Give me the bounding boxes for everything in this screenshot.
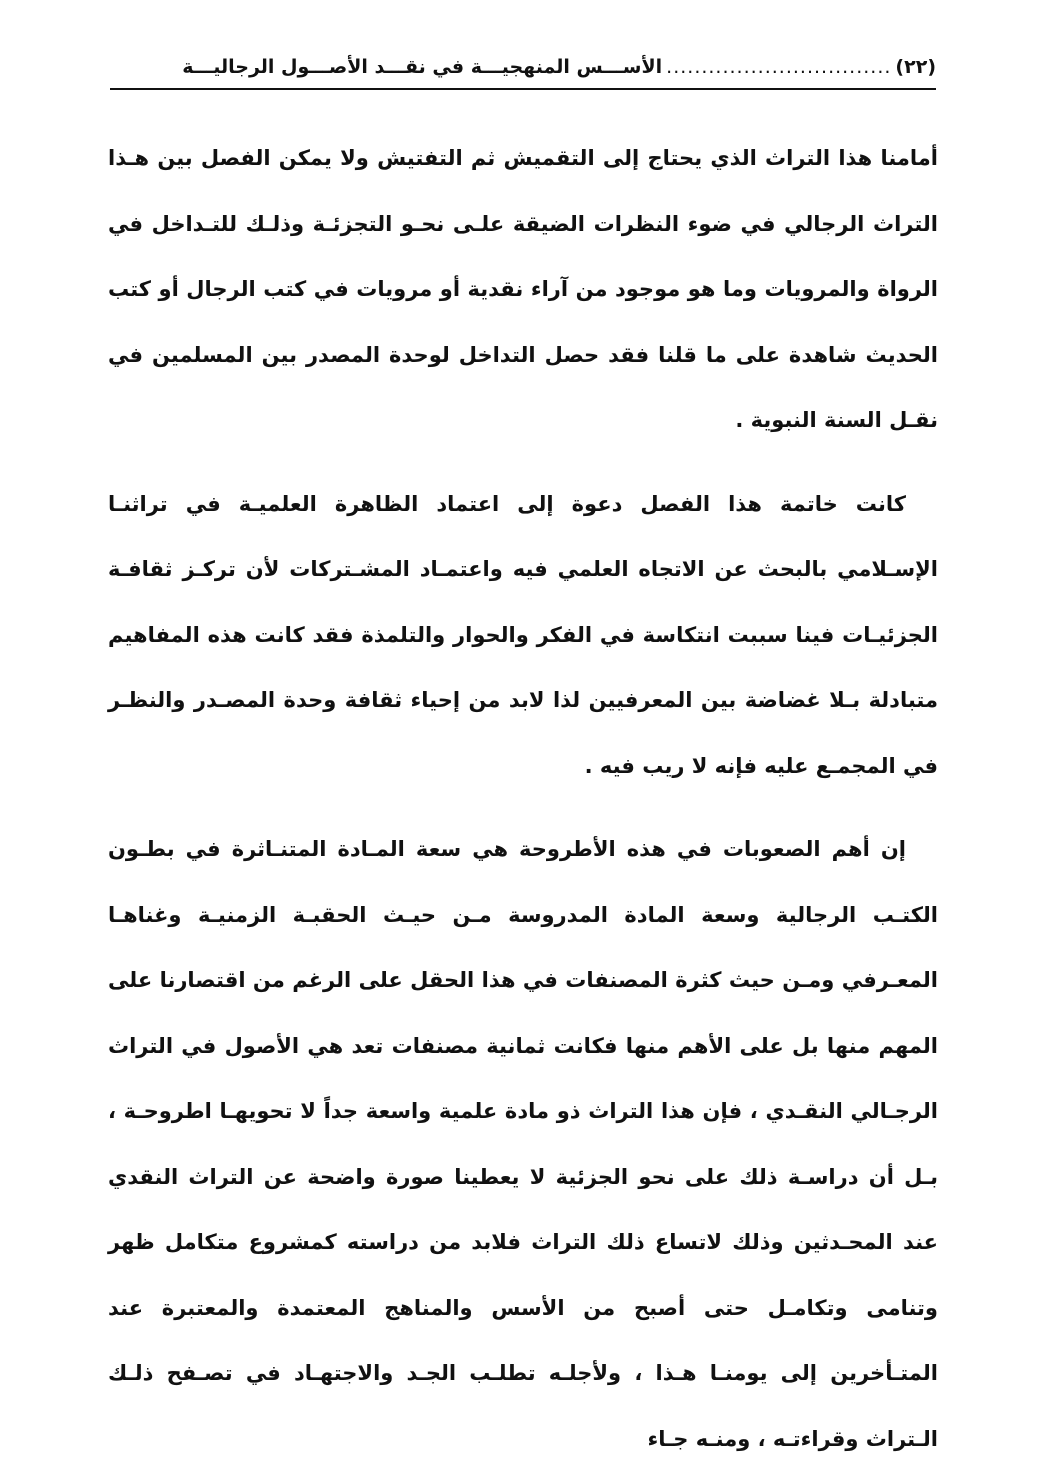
page-number: (٢٢) [895,56,936,78]
paragraph-1: أمامنا هذا التراث الذي يحتاج إلى التقميش ثم التفتيش ولا يمكن الفصل بين هـذا التراث الرجالي في ضوء النظرات الضيقة علـى نحـو التجزئـة وذلـك للتـداخل في الرواة والمرويات وما هو موجود من آراء نقدية أو مرويات في كتب الرجال أو كتب الحديث شاهدة على ما قلنا فقد حصل التداخل لوحدة المصدر بين المسلمين في نقـل السنة النبوية . [108,146,938,432]
paragraph-3: إن أهم الصعوبات في هذه الأطروحة هي سعة المـادة المتنـاثرة في بطـون الكتـب الرجالية وسعة المادة المدروسة مـن حيـث الحقبـة الزمنيـة وغناهـا المعـرفي ومـن حيث كثرة المصنفات في هذا الحقل على الرغم من اقتصارنا على المهم منها بل على الأهم منها فكانت ثمانية مصنفات تعد هي الأصول في التراث الرجـالي النقـدي ، فإن هذا التراث ذو مادة علمية واسعة جداً لا تحويهـا اطروحـة ، بـل أن دراسـة ذلك على نحو الجزئية لا يعطينا صورة واضحة عن التراث النقدي عند المحـدثين وذلك لاتساع ذلك التراث فلابد من دراسته كمشروع متكامل ظهر وتنامى وتكامـل حتى أصبح من الأسس والمناهج المعتمدة والمعتبرة عند المتـأخرين إلى يومنـا هـذا ، ولأجلـه تطلـب الجـد والاجتهـاد في تصـفح ذلـك الـتراث وقراءتـه ، ومنـه جـاء [108,837,938,1451]
header-dot-leader: ................................ [666,56,892,78]
header-rule [110,88,936,90]
running-header [110,50,936,84]
running-title: الأســـس المنهجيـــة في نقـــد الأصـــول الرجاليـــة [182,56,663,78]
paragraph-2: كانت خاتمة هذا الفصل دعوة إلى اعتماد الظاهرة العلميـة في تراثنـا الإسـلامي بالبحث عن الاتجاه العلمي فيه واعتمـاد المشـتركات لأن تركـز ثقافـة الجزئيـات فينا سببت انتكاسة في الفكر والحوار والتلمذة فقد كانت هذه المفاهيم متبادلة بـلا غضاضة بين المعرفيين لذا لابد من إحياء ثقافة وحدة المصـدر والنظـر في المجمـع عليه فإنه لا ريب فيه . [108,491,938,778]
body-text [108,126,938,1472]
